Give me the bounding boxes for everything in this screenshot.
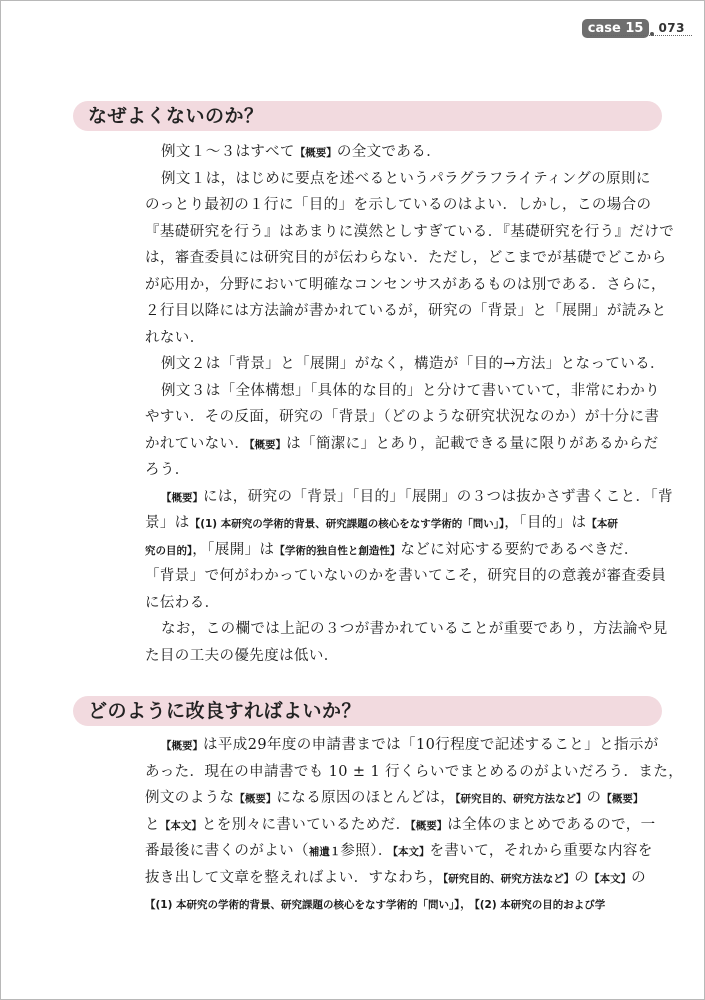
- text-run: は全体のまとめであるので，一: [447, 816, 656, 833]
- text-run: ２行目以降には方法論が書かれているが，研究の「背景」と「展開」が読みと: [145, 303, 667, 319]
- text-run: の: [574, 869, 590, 886]
- text-run: は「簡潔に」とあり，記載できる量に限りがあるからだ: [286, 435, 659, 452]
- section-body-how: [145, 732, 684, 918]
- text-line: [145, 785, 665, 812]
- bold-form-label: 【研究目的、研究方法など】: [455, 793, 587, 805]
- header-rule: [590, 35, 692, 36]
- text-run: には，研究の「背景」「目的」「展開」の３つは抜かさず書くこと．「背: [203, 488, 673, 505]
- text-run: 例文３は「全体構想」「具体的な目的」と分けて書いていて，非常にわかり: [161, 382, 661, 399]
- text-run: は，審査委員には研究目的が伝わらない．ただし，どこまでが基礎でどこから: [145, 250, 667, 266]
- text-line: [145, 838, 665, 865]
- text-line: [145, 219, 675, 246]
- text-run: になる原因のほとんどは，: [276, 790, 456, 806]
- text-run: の: [586, 790, 602, 806]
- bold-form-label: 【概要】: [601, 793, 644, 805]
- text-run: なお，この欄では上記の３つが書かれていることが重要であり，方法論や見: [161, 621, 668, 637]
- text-line: [145, 537, 665, 564]
- text-run: あった．現在の申請書でも 10 ± 1 行くらいでまとめるのがよいだろう．また，: [145, 763, 684, 780]
- text-run: やすい．その反面，研究の「背景」（どのような研究状況なのか）が十分に書: [145, 409, 660, 425]
- bold-form-label: 【概要】: [234, 793, 277, 805]
- bold-form-label: 【概要】: [410, 819, 448, 832]
- text-run: ，「展開」は: [192, 541, 275, 558]
- text-run: 『基礎研究を行う』はあまりに漠然としすぎている．『基礎研究を行う』だけで: [145, 223, 675, 240]
- section-header-how: [73, 696, 662, 726]
- text-line: [145, 590, 665, 617]
- section-header-why: [73, 101, 662, 131]
- text-run: が応用か，分野において明確なコンセンサスがあるものは別である．さらに，: [145, 276, 666, 293]
- section-title: どのように改良すればよいか？: [88, 700, 362, 722]
- text-run: の全文である．: [336, 144, 442, 160]
- text-line: [145, 484, 673, 511]
- header-rule-dot: [650, 32, 654, 36]
- text-run: のっとり最初の１行に「目的」を示しているのはよい．しかし，この場合の: [145, 197, 652, 213]
- text-run: に伝わる．: [145, 594, 220, 611]
- text-run: 参照）．: [340, 843, 393, 859]
- text-line: [145, 812, 665, 839]
- bold-form-label: 【本文】: [589, 872, 632, 885]
- bold-form-label: 【(1) 本研究の学術的背景、研究課題の核心をなす学術的「問い」】: [189, 518, 505, 530]
- bold-form-label: 究の目的】: [145, 544, 193, 557]
- text-run: と: [145, 816, 160, 833]
- text-line: [145, 732, 665, 759]
- bold-form-label: 【概要】: [294, 147, 337, 159]
- bold-form-label: 【(1) 本研究の学術的背景、研究課題の核心をなす学術的「問い」】: [145, 899, 460, 911]
- text-line: [145, 272, 665, 299]
- text-line: [145, 298, 665, 325]
- text-run: ，「目的」は: [504, 515, 587, 531]
- text-run: かれていない．: [145, 435, 250, 452]
- text-run: は平成29年度の申請書までは「10行程度で記述すること」と指示が: [203, 737, 659, 753]
- text-line: [145, 166, 665, 193]
- text-line: [145, 457, 665, 484]
- bold-form-label: 【研究目的、研究方法など】: [443, 872, 575, 885]
- text-line: [145, 563, 665, 590]
- text-run: などに対応する要約であるべきだ．: [400, 541, 639, 558]
- text-line: [145, 404, 665, 431]
- case-badge: case 15: [582, 19, 650, 38]
- bold-form-label: 【概要】: [249, 438, 287, 451]
- text-run: 景」は: [145, 515, 190, 531]
- text-run: た目の工夫の優先度は低い．: [145, 647, 339, 664]
- text-run: ろう．: [145, 462, 190, 478]
- section-body-why: [145, 139, 675, 669]
- text-line: [145, 325, 665, 352]
- text-line: [145, 891, 665, 918]
- text-run: ，: [459, 896, 475, 912]
- text-run: とを別々に書いているためだ．: [201, 816, 411, 833]
- bold-form-label: 【本文】: [159, 819, 202, 832]
- text-line: [145, 192, 665, 219]
- text-line: [145, 245, 665, 272]
- bold-form-label: 【(2) 本研究の目的および学: [474, 899, 606, 911]
- bold-form-label: 【概要】: [161, 740, 203, 752]
- text-line: [145, 139, 665, 166]
- text-run: を書いて，それから重要な内容を: [429, 843, 653, 859]
- text-line: [145, 378, 665, 405]
- page-number: 073: [658, 21, 685, 35]
- text-run: の: [631, 869, 647, 886]
- text-line: [145, 431, 665, 458]
- bold-form-label: 補遺１: [308, 846, 341, 858]
- text-run: 「背景」で何がわかっていないのかを書いてこそ，研究目的の意義が審査委員: [145, 568, 667, 584]
- section-title: なぜよくないのか？: [88, 105, 264, 127]
- text-run: 番最後に書くのがよい（: [145, 843, 309, 859]
- text-line: [145, 643, 665, 670]
- text-run: 例文１は，はじめに要点を述べるというパラグラフライティングの原則に: [161, 170, 651, 187]
- text-run: れない．: [145, 329, 205, 346]
- text-line: [145, 865, 665, 892]
- text-line: [145, 351, 665, 378]
- text-run: 例文２は「背景」と「展開」がなく，構造が「目的→方法」となっている．: [161, 356, 665, 372]
- text-line: [145, 759, 684, 786]
- bold-form-label: 【本文】: [392, 846, 430, 858]
- bold-form-label: 【本研: [586, 518, 618, 530]
- bold-form-label: 【学術的独自性と創造性】: [274, 544, 401, 557]
- bold-form-label: 【概要】: [161, 491, 203, 504]
- text-line: [145, 510, 665, 537]
- text-run: 例文のような: [145, 790, 235, 806]
- text-line: [145, 616, 668, 643]
- text-run: 抜き出して文章を整えればよい．すなわち，: [145, 869, 443, 886]
- text-run: 例文１〜３はすべて: [161, 144, 295, 160]
